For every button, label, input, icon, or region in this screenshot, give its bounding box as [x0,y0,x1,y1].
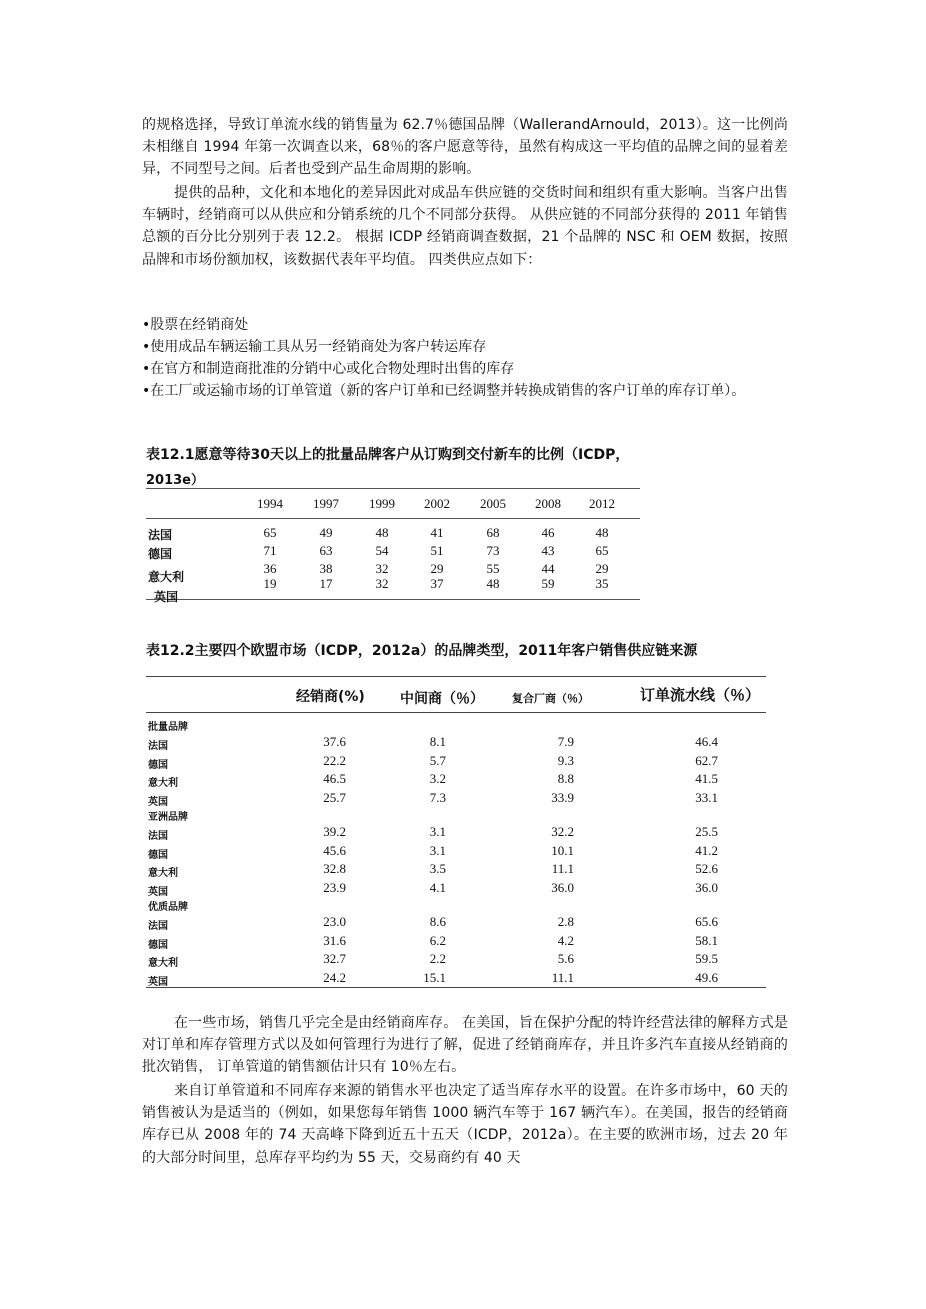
table1-bottom-rule [146,599,640,600]
table2-group-label: 亚洲品牌 [148,812,188,823]
table1-cell: 35 [595,576,609,591]
bullet-item: •股票在经销商处 [142,317,249,333]
table1-cell: 68 [486,525,500,540]
table2-row-label: 法国 [148,741,168,752]
table2-cell: 8.6 [429,914,446,929]
table1-cell: 37 [430,576,444,591]
table2-cell: 25.5 [695,824,718,839]
table2-header-rule [146,712,766,713]
table2-cell: 62.7 [695,752,718,768]
table2-cell: 36.0 [551,879,574,895]
table2-header-order-pipeline: 订单流水线（％） [640,686,761,704]
table2-cell: 22.2 [323,752,346,768]
table2-cell: 4.2 [557,932,574,948]
table1-year-header: 2002 [424,496,450,511]
table2-cell: 32.7 [323,951,346,966]
table2-cell: 24.2 [323,969,346,985]
table1-cell: 46 [541,525,555,540]
table1-year-header: 2012 [589,496,615,511]
table1-cell: 41 [430,525,444,540]
table1-cell: 73 [486,543,500,558]
table2-row-label: 英国 [148,886,168,898]
table1-row-label: 英国 [154,590,179,604]
table1-year-header: 1994 [257,496,283,511]
table2-cell: 5.7 [429,752,446,768]
table1-cell: 48 [486,576,500,591]
table2-cell: 2.2 [429,951,446,966]
table2-cell: 15.1 [423,969,446,985]
table2-group-label: 优质品牌 [148,902,188,913]
table2-row-label: 德国 [148,849,168,861]
table1-cell: 29 [430,561,444,576]
table2-cell: 6.2 [429,932,446,948]
paragraph-supply-points: 提供的品种，文化和本地化的差异因此对成品车供应链的交货时间和组织有重大影响。当客户出售车辆时，经销商可以从供应和分销系统的几个不同部分获得。 从供应链的不同部分获得的 2011 年销售总额的百分比分别列于表 12.2。 根据 ICDP 经销商调查数据，21 个品牌的 NSC 和 OEM 数据，按照品牌和市场份额加权，该数据代表年平均值。 四类供应点如下： [142,185,788,268]
table2-cell: 45.6 [323,842,346,858]
table2-cell: 52.6 [695,861,718,876]
table2-row-label: 法国 [148,921,168,932]
table1-cell: 63 [319,543,333,558]
table1-cell: 48 [595,525,609,540]
table1-cell: 55 [486,561,500,576]
table2-cell: 46.5 [323,771,346,786]
table2-cell: 32.8 [323,861,346,876]
table2-cell: 2.8 [557,914,574,929]
table2-cell: 3.2 [429,771,446,786]
table2-row-label: 法国 [148,831,168,842]
table1-cell: 65 [595,543,609,558]
table2-cell: 4.1 [429,879,446,895]
bullet-item: •在工厂或运输市场的订单管道（新的客户订单和已经调整并转换成销售的客户订单的库存订单）。 [142,383,746,399]
table1-cell: 59 [541,576,555,591]
table2-cell: 23.0 [323,914,346,929]
table2-cell: 11.1 [551,969,574,985]
paragraph-stock-levels: 来自订单管道和不同库存来源的销售水平也决定了适当库存水平的设置。在许多市场中，60 天的销售被认为是适当的（例如，如果您每年销售 1000 辆汽车等于 167 辆汽车）。在美国，报告的经销商库存已从 2008 年的 74 天高峰下降到近五十五天（ICDP，2012a）。在主要的欧洲市场，过去 20 年的大部分时间里，总库存平均约为 55 天，交易商约有 40 天 [142,1083,788,1166]
table2-cell: 46.4 [695,734,718,749]
table2-header-compound: 复合厂商（％） [512,692,589,705]
table2-cell: 33.1 [695,789,718,805]
table2-bottom-rule [146,987,766,988]
table1-cell: 48 [375,525,389,540]
table2-group-label: 批量品牌 [148,722,188,733]
table1-row-label: 法国 [148,528,173,542]
table1-cell: 65 [263,525,277,540]
table1-cell: 43 [541,543,555,558]
table2-row-label: 德国 [148,759,168,771]
table2-cell: 49.6 [695,969,718,985]
table2-row-label: 德国 [148,939,168,951]
table2-cell: 32.2 [551,824,574,839]
table1-cell: 19 [263,576,277,591]
table2-cell: 41.5 [695,771,718,786]
table2-cell: 8.8 [557,771,574,786]
table1-cell: 17 [319,576,333,591]
table2-row-label: 意大利 [148,958,178,969]
table2-cell: 10.1 [551,842,574,858]
table2-cell: 31.6 [323,932,346,948]
table2-row-label: 意大利 [148,778,178,789]
table1-row-label: 德国 [148,547,173,561]
table1-caption-line2: 2013e） [146,473,204,488]
table1-cell: 32 [375,576,389,591]
table2-header-dealer: 经销商(%) [296,689,365,705]
bullet-item: •在官方和制造商批准的分销中心或化合物处理时出售的库存 [142,361,515,377]
table2-row-label: 意大利 [148,868,178,879]
table2-cell: 9.3 [557,752,574,768]
table2 [146,676,766,988]
table2-cell: 39.2 [323,824,346,839]
table2-cell: 41.2 [695,842,718,858]
table1-cell: 36 [263,561,277,576]
table1-cell: 54 [375,543,389,558]
table2-row-label: 英国 [148,796,168,808]
table2-cell: 7.9 [557,734,574,749]
table2-cell: 7.3 [429,789,446,805]
table2-cell: 23.9 [323,879,346,895]
table1-year-header: 2008 [535,496,561,511]
table1-cell: 51 [430,543,444,558]
paragraph-dealer-stock: 在一些市场，销售几乎完全是由经销商库存。 在美国，旨在保护分配的特许经营法律的解释方式是对订单和库存管理方式以及如何管理行为进行了解，促进了经销商库存，并且许多汽车直接从经销商的批次销售， 订单管道的销售额估计只有 10％左右。 [142,1015,788,1076]
table2-cell: 59.5 [695,951,718,966]
table2-cell: 65.6 [695,914,718,929]
table2-cell: 3.1 [429,824,446,839]
table2-cell: 58.1 [695,932,718,948]
paragraph-continuation: 的规格选择，导致订单流水线的销售量为 62.7％德国品牌（WallerandArnould，2013）。这一比例尚未相继自 1994 年第一次调查以来，68％的客户愿意等待，虽然有构成这一平均值的品牌之间的显着差异，不同型号之间。后者也受到产品生命周期的影响。 [142,117,788,178]
bullet-item: •使用成品车辆运输工具从另一经销商处为客户转运库存 [142,339,487,355]
table1-cell: 38 [319,561,333,576]
table2-cell: 37.6 [323,734,346,749]
table1-top-rule [146,488,640,489]
table1-year-header: 2005 [480,496,506,511]
table2-cell: 25.7 [323,789,346,805]
table2-top-rule [146,676,766,677]
table2-cell: 3.5 [429,861,446,876]
table2-row-label: 英国 [148,976,168,988]
table2-cell: 8.1 [429,734,446,749]
table1-year-header: 1999 [369,496,395,511]
table1-caption-line1: 表12.1愿意等待30天以上的批量品牌客户从订购到交付新车的比例（ICDP， [146,447,630,463]
table1-cell: 32 [375,561,389,576]
table2-cell: 5.6 [557,951,574,966]
table2-header-intermediary: 中间商（％） [400,691,484,707]
table2-cell: 11.1 [551,861,574,876]
table2-cell: 3.1 [429,842,446,858]
table2-cell: 33.9 [551,789,574,805]
table2-cell: 36.0 [695,879,718,895]
table1-cell: 49 [319,525,333,540]
table1-cell: 29 [595,561,609,576]
table1-row-label: 意大利 [148,570,185,584]
table2-caption: 表12.2主要四个欧盟市场（ICDP，2012a）的品牌类型，2011年客户销售供应链来源 [146,643,698,659]
table1-cell: 44 [541,561,555,576]
table1-year-header: 1997 [313,496,339,511]
table1-header-rule [146,518,640,519]
table1-cell: 71 [263,543,277,558]
